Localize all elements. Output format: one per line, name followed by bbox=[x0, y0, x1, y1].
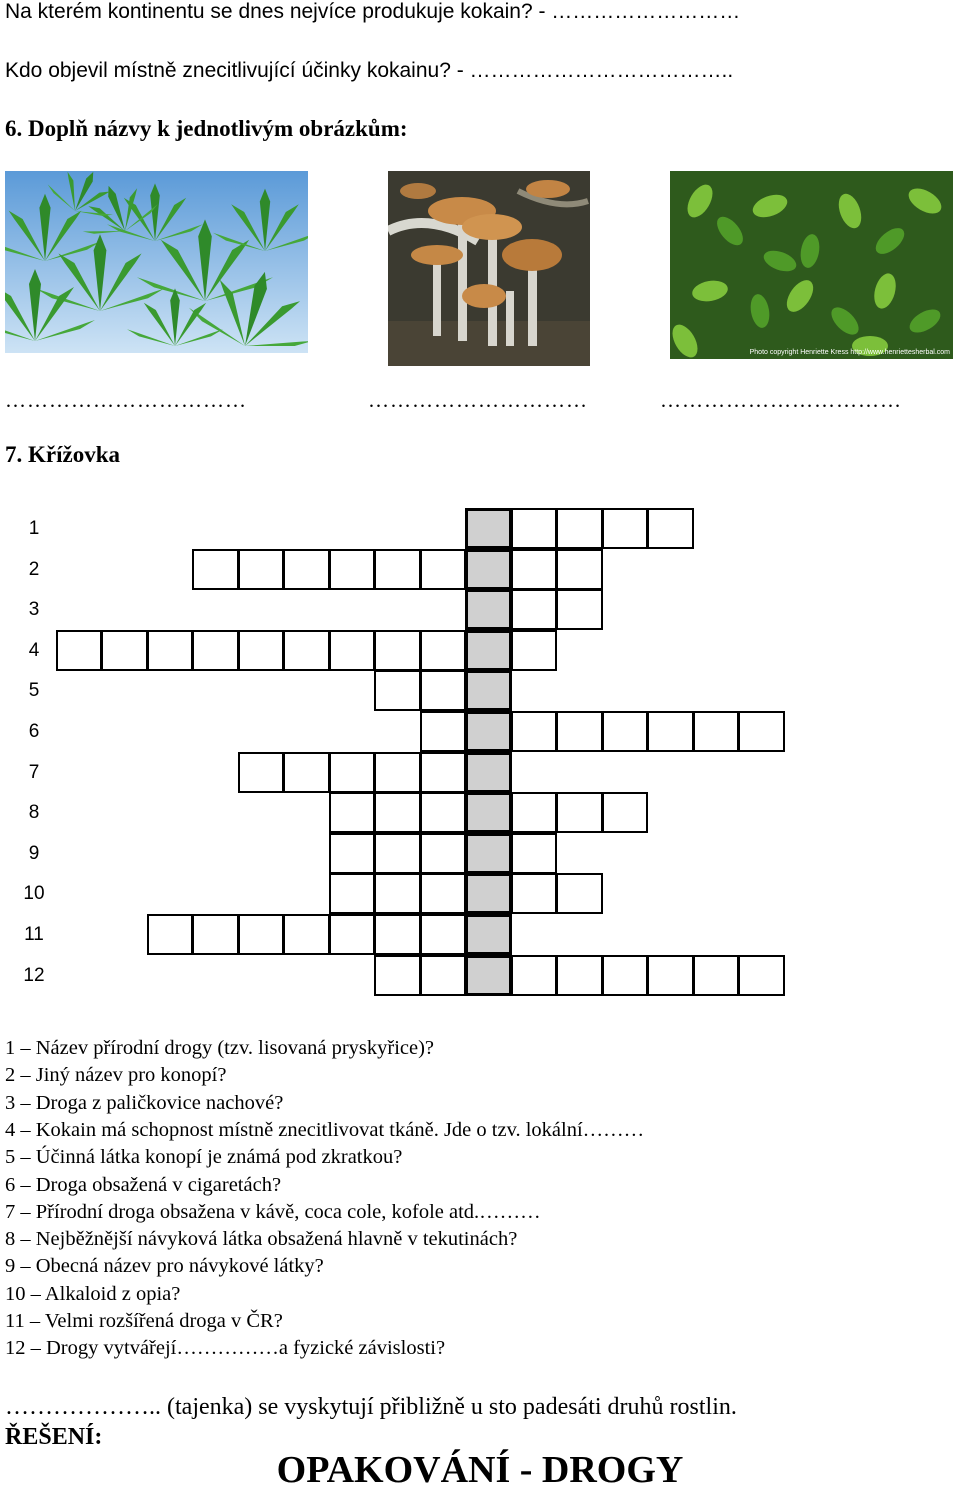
clue-item: 2 – Jiný název pro konopí? bbox=[5, 1064, 227, 1087]
crossword-cell[interactable] bbox=[420, 873, 467, 914]
crossword-cell[interactable] bbox=[693, 955, 740, 996]
crossword-cell[interactable] bbox=[511, 833, 558, 874]
crossword-cell[interactable] bbox=[556, 792, 603, 833]
crossword-cell[interactable] bbox=[192, 549, 239, 590]
crossword-cell[interactable] bbox=[329, 833, 376, 874]
crossword-cell[interactable] bbox=[283, 752, 330, 793]
crossword-cell[interactable] bbox=[602, 792, 649, 833]
crossword-row-number: 3 bbox=[28, 599, 40, 621]
crossword-row-number: 4 bbox=[28, 639, 40, 661]
crossword-cell[interactable] bbox=[374, 914, 421, 955]
photo-watermark: Photo copyright Henriette Kress http://www.henriettesherbal.com bbox=[749, 349, 950, 356]
crossword-cell[interactable] bbox=[283, 914, 330, 955]
crossword-cell[interactable] bbox=[238, 914, 285, 955]
crossword-cell[interactable] bbox=[556, 711, 603, 752]
crossword-solution-cell[interactable] bbox=[465, 833, 512, 874]
crossword-cell[interactable] bbox=[556, 589, 603, 630]
crossword-cell[interactable] bbox=[374, 752, 421, 793]
crossword-cell[interactable] bbox=[602, 711, 649, 752]
crossword-cell[interactable] bbox=[647, 955, 694, 996]
crossword-solution-cell[interactable] bbox=[465, 955, 512, 996]
crossword-cell[interactable] bbox=[329, 549, 376, 590]
crossword-cell[interactable] bbox=[511, 589, 558, 630]
crossword-cell[interactable] bbox=[602, 508, 649, 549]
crossword-cell[interactable] bbox=[238, 549, 285, 590]
crossword-cell[interactable] bbox=[420, 955, 467, 996]
crossword-cell[interactable] bbox=[420, 670, 467, 711]
crossword-cell[interactable] bbox=[647, 711, 694, 752]
crossword-cell[interactable] bbox=[374, 549, 421, 590]
clue-item: 5 – Účinná látka konopí je známá pod zkratkou? bbox=[5, 1146, 403, 1169]
crossword-solution-cell[interactable] bbox=[465, 549, 512, 590]
crossword-cell[interactable] bbox=[647, 508, 694, 549]
cannabis-photo bbox=[5, 171, 308, 353]
crossword-solution-cell[interactable] bbox=[465, 914, 512, 955]
crossword-row-number: 11 bbox=[24, 924, 44, 945]
photo-3-blank: …………………………… bbox=[660, 388, 902, 412]
clue-item: 6 – Droga obsažená v cigaretách? bbox=[5, 1173, 282, 1196]
clue-item: 4 – Kokain má schopnost místně znecitlivovat tkáně. Jde o tzv. lokální……… bbox=[5, 1118, 645, 1141]
crossword-cell[interactable] bbox=[511, 711, 558, 752]
crossword-cell[interactable] bbox=[511, 630, 558, 671]
crossword-cell[interactable] bbox=[511, 792, 558, 833]
mushrooms-photo bbox=[388, 171, 590, 366]
crossword-cell[interactable] bbox=[556, 873, 603, 914]
crossword-cell[interactable] bbox=[329, 752, 376, 793]
crossword-cell[interactable] bbox=[147, 914, 194, 955]
clue-item: 9 – Obecná název pro návykové látky? bbox=[5, 1255, 324, 1278]
crossword-cell[interactable] bbox=[738, 955, 785, 996]
crossword-cell[interactable] bbox=[374, 792, 421, 833]
crossword-cell[interactable] bbox=[374, 630, 421, 671]
crossword-cell[interactable] bbox=[238, 630, 285, 671]
crossword-cell[interactable] bbox=[192, 630, 239, 671]
crossword-cell[interactable] bbox=[556, 508, 603, 549]
photo-1-blank: …………………………… bbox=[5, 388, 247, 412]
crossword-cell[interactable] bbox=[420, 914, 467, 955]
crossword-solution-cell[interactable] bbox=[465, 670, 512, 711]
clue-item: 7 – Přírodní droga obsažena v kávě, coca cole, kofole atd.……… bbox=[5, 1200, 541, 1223]
coca-shrub-photo bbox=[670, 171, 953, 359]
crossword-solution-cell[interactable] bbox=[465, 589, 512, 630]
crossword-cell[interactable] bbox=[147, 630, 194, 671]
crossword-solution-cell[interactable] bbox=[465, 752, 512, 793]
clue-item: 12 – Drogy vytvářejí……………a fyzické závislosti? bbox=[5, 1337, 446, 1360]
crossword-row-number: 7 bbox=[28, 761, 40, 783]
crossword-cell[interactable] bbox=[374, 670, 421, 711]
crossword-cell[interactable] bbox=[329, 873, 376, 914]
crossword-cell[interactable] bbox=[420, 792, 467, 833]
crossword-cell[interactable] bbox=[420, 752, 467, 793]
crossword-cell[interactable] bbox=[283, 549, 330, 590]
crossword-cell[interactable] bbox=[101, 630, 148, 671]
crossword-cell[interactable] bbox=[374, 955, 421, 996]
crossword-heading: 7. Křížovka bbox=[5, 442, 120, 467]
crossword-row-number: 2 bbox=[28, 558, 40, 580]
clue-item: 3 – Droga z paličkovice nachové? bbox=[5, 1091, 284, 1114]
crossword-cell[interactable] bbox=[602, 955, 649, 996]
crossword-solution-cell[interactable] bbox=[465, 508, 512, 549]
crossword-cell[interactable] bbox=[738, 711, 785, 752]
crossword-row-number: 10 bbox=[23, 883, 45, 905]
crossword-row-number: 1 bbox=[28, 518, 40, 539]
crossword-cell[interactable] bbox=[420, 630, 467, 671]
crossword-cell[interactable] bbox=[511, 955, 558, 996]
clue-item: 11 – Velmi rozšířená droga v ČR? bbox=[5, 1310, 283, 1332]
clue-item: 1 – Název přírodní drogy (tzv. lisovaná pryskyřice)? bbox=[5, 1037, 435, 1059]
crossword-solution-cell[interactable] bbox=[465, 873, 512, 914]
crossword-solution-cell[interactable] bbox=[465, 711, 512, 752]
crossword-cell[interactable] bbox=[56, 630, 103, 671]
crossword-row-number: 12 bbox=[23, 964, 45, 986]
question-continent: Na kterém kontinentu se dnes nejvíce produkuje kokain? - ……………………… bbox=[5, 0, 741, 23]
task6-heading: 6. Doplň názvy k jednotlivým obrázkům: bbox=[5, 116, 408, 141]
crossword-row-number: 5 bbox=[28, 680, 40, 702]
crossword-row-number: 9 bbox=[28, 842, 40, 864]
crossword-cell[interactable] bbox=[192, 914, 239, 955]
crossword-cell[interactable] bbox=[420, 833, 467, 874]
crossword-cell[interactable] bbox=[511, 873, 558, 914]
crossword-cell[interactable] bbox=[420, 711, 467, 752]
crossword-solution-cell[interactable] bbox=[465, 792, 512, 833]
page-title: OPAKOVÁNÍ - DROGY bbox=[276, 1449, 684, 1491]
clue-item: 10 – Alkaloid z opia? bbox=[5, 1282, 181, 1305]
crossword-cell[interactable] bbox=[511, 549, 558, 590]
crossword-cell[interactable] bbox=[693, 711, 740, 752]
crossword-row-number: 8 bbox=[28, 802, 40, 824]
crossword-cell[interactable] bbox=[329, 630, 376, 671]
crossword-cell[interactable] bbox=[556, 549, 603, 590]
crossword-solution-cell[interactable] bbox=[465, 630, 512, 671]
crossword-cell[interactable] bbox=[238, 752, 285, 793]
clue-item: 8 – Nejběžnější návyková látka obsažená hlavně v tekutinách? bbox=[5, 1228, 518, 1251]
crossword-cell[interactable] bbox=[329, 914, 376, 955]
crossword-cell[interactable] bbox=[283, 630, 330, 671]
crossword-cell[interactable] bbox=[329, 792, 376, 833]
crossword-cell[interactable] bbox=[420, 549, 467, 590]
crossword-cell[interactable] bbox=[511, 508, 558, 549]
photo-2-blank: ………………………… bbox=[368, 388, 588, 412]
crossword-cell[interactable] bbox=[374, 873, 421, 914]
tajenka-sentence: ……………….. (tajenka) se vyskytují přibližně u sto padesáti druhů rostlin. bbox=[5, 1394, 737, 1420]
question-discoverer: Kdo objevil místně znecitlivující účinky kokainu? - ……………………………….. bbox=[5, 59, 734, 82]
solution-label: ŘEŠENÍ: bbox=[5, 1424, 103, 1450]
crossword-cell[interactable] bbox=[556, 955, 603, 996]
crossword-cell[interactable] bbox=[374, 833, 421, 874]
crossword-row-number: 6 bbox=[28, 721, 40, 742]
